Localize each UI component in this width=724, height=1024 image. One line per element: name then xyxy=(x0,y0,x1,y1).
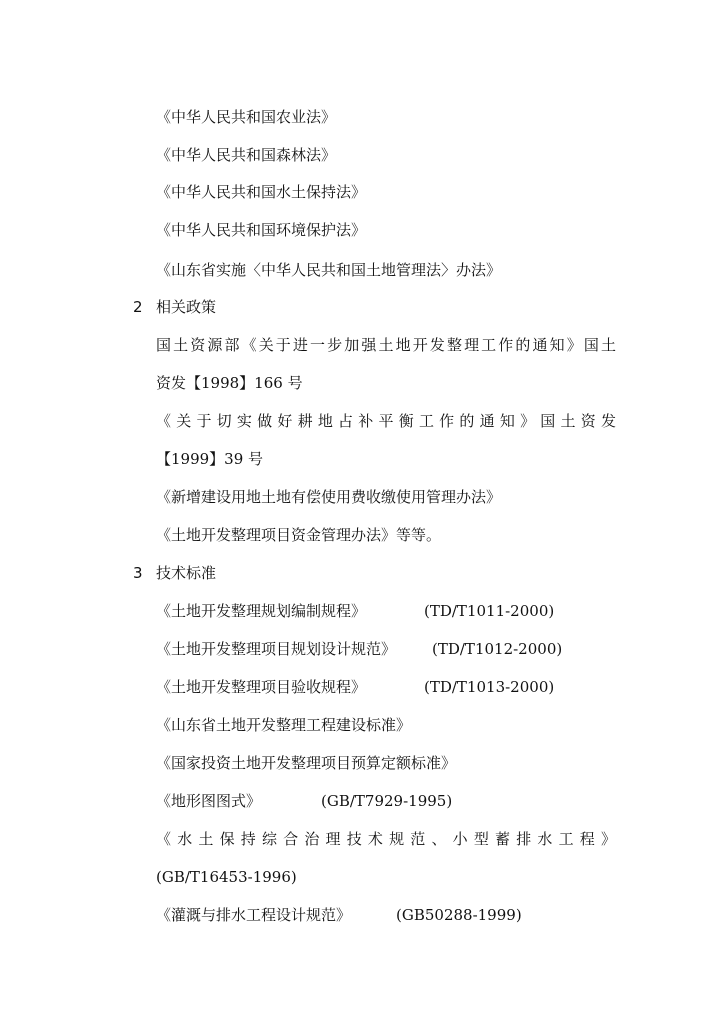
section-heading-2 xyxy=(0,295,724,319)
section-number: 2 xyxy=(133,298,143,316)
standard-item xyxy=(156,903,522,927)
standard-code: (GB/T7929-1995) xyxy=(321,792,453,810)
standard-name: 《灌溉与排水工程设计规范》 xyxy=(156,906,352,924)
policy-item: 《关于切实做好耕地占补平衡工作的通知》国土资发 xyxy=(156,412,616,430)
standard-name: 《山东省土地开发整理工程建设标准》 xyxy=(156,716,412,734)
section-title: 相关政策 xyxy=(156,298,217,316)
law-item: 《中华人民共和国环境保护法》 xyxy=(156,221,367,239)
standard-name: 《地形图图式》 xyxy=(156,792,262,810)
policy-item: 《土地开发整理项目资金管理办法》等等。 xyxy=(156,526,442,544)
law-item: 《中华人民共和国水土保持法》 xyxy=(156,183,367,201)
standard-code: (GB50288-1999) xyxy=(396,906,522,924)
standard-name: 《国家投资土地开发整理项目预算定额标准》 xyxy=(156,754,457,772)
standard-name: 《土地开发整理规划编制规程》 xyxy=(156,602,367,620)
section-heading-3 xyxy=(0,561,724,585)
standard-item xyxy=(156,713,411,737)
standard-code: (TD/T1012-2000) xyxy=(432,640,563,658)
standard-name: 《土地开发整理项目验收规程》 xyxy=(156,678,367,696)
standard-code: (GB/T16453-1996) xyxy=(156,868,297,886)
standard-item: 《水土保持综合治理技术规范、小型蓄排水工程》 xyxy=(156,830,616,848)
standard-item xyxy=(156,751,456,775)
policy-item: 《新增建设用地土地有偿使用费收缴使用管理办法》 xyxy=(156,488,502,506)
policy-item: 国土资源部《关于进一步加强土地开发整理工作的通知》国土 xyxy=(156,336,616,354)
standard-item xyxy=(156,675,555,699)
law-item: 《山东省实施〈中华人民共和国土地管理法〉办法》 xyxy=(156,261,502,279)
standard-item xyxy=(156,865,297,889)
law-item: 《中华人民共和国农业法》 xyxy=(156,108,337,126)
standard-item xyxy=(156,789,453,813)
section-title: 技术标准 xyxy=(156,564,217,582)
standard-name: 《土地开发整理项目规划设计规范》 xyxy=(156,640,397,658)
standard-item xyxy=(156,599,555,623)
standard-item xyxy=(156,637,563,661)
policy-item: 【1999】39 号 xyxy=(156,450,264,468)
standard-code: (TD/T1013-2000) xyxy=(424,678,555,696)
standard-code: (TD/T1011-2000) xyxy=(424,602,555,620)
section-number: 3 xyxy=(133,564,143,582)
policy-item: 资发【1998】166 号 xyxy=(156,374,303,392)
law-item: 《中华人民共和国森林法》 xyxy=(156,146,337,164)
